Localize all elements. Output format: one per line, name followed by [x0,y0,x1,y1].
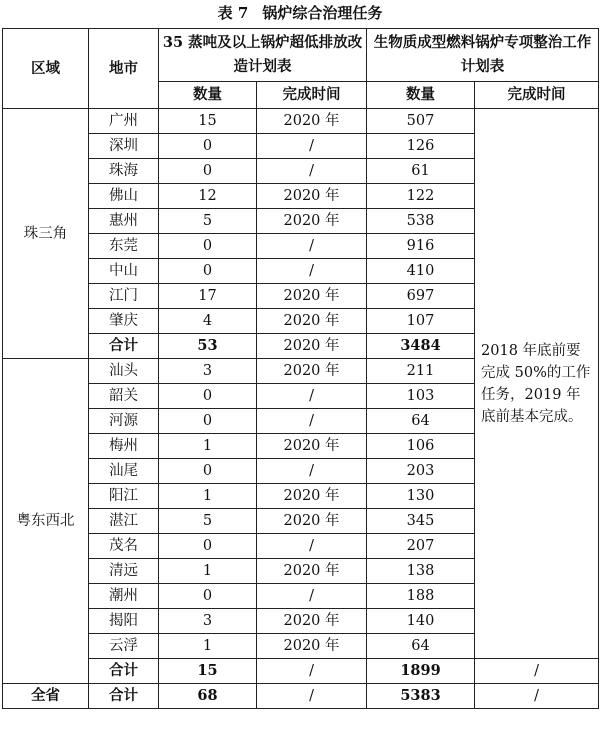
count-biomass-cell: 122 [367,184,475,209]
count-biomass-cell: 916 [367,234,475,259]
time-ultralow-cell: / [257,584,367,609]
header-region: 区域 [3,29,89,109]
boiler-task-table [2,28,599,709]
city-cell: 中山 [89,259,159,284]
count-biomass-cell: 106 [367,434,475,459]
count-biomass-cell: 61 [367,159,475,184]
time-ultralow-cell: / [257,159,367,184]
city-cell: 梅州 [89,434,159,459]
city-cell: 茂名 [89,534,159,559]
total-time-biomass: / [475,684,599,709]
city-cell: 佛山 [89,184,159,209]
count-ultralow-cell: 1 [159,484,257,509]
count-ultralow-cell: 3 [159,359,257,384]
table-caption [0,0,600,28]
city-cell: 韶关 [89,384,159,409]
time-ultralow-cell: / [257,259,367,284]
count-biomass-cell: 140 [367,609,475,634]
header-count-1: 数量 [159,82,257,109]
count-ultralow-cell: 0 [159,384,257,409]
table-number: 表 7 [217,4,249,22]
table-row [3,109,599,134]
region-cell: 粤东西北 [3,359,89,684]
count-biomass-cell: 103 [367,384,475,409]
city-cell: 深圳 [89,134,159,159]
subtotal-time-ultralow: / [257,659,367,684]
city-cell: 潮州 [89,584,159,609]
subtotal-count-biomass: 1899 [367,659,475,684]
header-time-1: 完成时间 [257,82,367,109]
total-label: 合计 [89,684,159,709]
city-cell: 河源 [89,409,159,434]
count-biomass-cell: 345 [367,509,475,534]
count-ultralow-cell: 1 [159,559,257,584]
time-ultralow-cell: 2020 年 [257,559,367,584]
city-cell: 清远 [89,559,159,584]
count-ultralow-cell: 1 [159,434,257,459]
count-biomass-cell: 126 [367,134,475,159]
count-ultralow-cell: 3 [159,609,257,634]
count-ultralow-cell: 1 [159,634,257,659]
city-cell: 广州 [89,109,159,134]
count-ultralow-cell: 0 [159,134,257,159]
header-count-2: 数量 [367,82,475,109]
header-city: 地市 [89,29,159,109]
city-cell: 肇庆 [89,309,159,334]
count-biomass-cell: 64 [367,634,475,659]
city-cell: 揭阳 [89,609,159,634]
biomass-deadline-note: 2018 年底前要完成 50%的工作任务，2019 年底前基本完成。 [475,109,599,659]
total-count-ultralow: 68 [159,684,257,709]
count-biomass-cell: 410 [367,259,475,284]
time-ultralow-cell: 2020 年 [257,509,367,534]
region-cell-province: 全省 [3,684,89,709]
count-biomass-cell: 188 [367,584,475,609]
city-cell: 珠海 [89,159,159,184]
time-ultralow-cell: / [257,384,367,409]
count-biomass-cell: 64 [367,409,475,434]
city-cell: 阳江 [89,484,159,509]
time-ultralow-cell: 2020 年 [257,309,367,334]
region-cell: 珠三角 [3,109,89,359]
time-ultralow-cell: 2020 年 [257,184,367,209]
total-count-biomass: 5383 [367,684,475,709]
count-ultralow-cell: 0 [159,234,257,259]
time-ultralow-cell: 2020 年 [257,209,367,234]
subtotal-row [3,659,599,684]
count-biomass-cell: 538 [367,209,475,234]
count-ultralow-cell: 4 [159,309,257,334]
table-title: 锅炉综合治理任务 [262,4,383,22]
time-ultralow-cell: / [257,234,367,259]
subtotal-count-ultralow: 53 [159,334,257,359]
count-ultralow-cell: 0 [159,409,257,434]
header-time-2: 完成时间 [475,82,599,109]
time-ultralow-cell: / [257,134,367,159]
time-ultralow-cell: 2020 年 [257,359,367,384]
count-ultralow-cell: 0 [159,459,257,484]
time-ultralow-cell: 2020 年 [257,609,367,634]
city-cell: 湛江 [89,509,159,534]
subtotal-count-ultralow: 15 [159,659,257,684]
count-biomass-cell: 107 [367,309,475,334]
city-cell: 汕头 [89,359,159,384]
time-ultralow-cell: 2020 年 [257,634,367,659]
count-ultralow-cell: 0 [159,259,257,284]
time-ultralow-cell: 2020 年 [257,434,367,459]
count-ultralow-cell: 12 [159,184,257,209]
city-cell: 惠州 [89,209,159,234]
time-ultralow-cell: / [257,534,367,559]
time-ultralow-cell: 2020 年 [257,284,367,309]
count-ultralow-cell: 0 [159,159,257,184]
header-group-biomass: 生物质成型燃料锅炉专项整治工作计划表 [367,29,599,82]
subtotal-label: 合计 [89,659,159,684]
time-ultralow-cell: / [257,459,367,484]
count-ultralow-cell: 0 [159,534,257,559]
header-group-ultralow: 35 蒸吨及以上锅炉超低排放改造计划表 [159,29,367,82]
count-ultralow-cell: 5 [159,509,257,534]
count-biomass-cell: 507 [367,109,475,134]
total-row [3,684,599,709]
count-biomass-cell: 203 [367,459,475,484]
total-time-ultralow: / [257,684,367,709]
city-cell: 汕尾 [89,459,159,484]
subtotal-label: 合计 [89,334,159,359]
count-biomass-cell: 211 [367,359,475,384]
count-biomass-cell: 697 [367,284,475,309]
count-ultralow-cell: 15 [159,109,257,134]
time-ultralow-cell: 2020 年 [257,484,367,509]
city-cell: 江门 [89,284,159,309]
city-cell: 东莞 [89,234,159,259]
time-ultralow-cell: 2020 年 [257,109,367,134]
count-biomass-cell: 138 [367,559,475,584]
count-ultralow-cell: 5 [159,209,257,234]
subtotal-time-biomass: / [475,659,599,684]
count-biomass-cell: 207 [367,534,475,559]
subtotal-count-biomass: 3484 [367,334,475,359]
city-cell: 云浮 [89,634,159,659]
count-ultralow-cell: 0 [159,584,257,609]
time-ultralow-cell: / [257,409,367,434]
count-biomass-cell: 130 [367,484,475,509]
count-ultralow-cell: 17 [159,284,257,309]
subtotal-time-ultralow: 2020 年 [257,334,367,359]
